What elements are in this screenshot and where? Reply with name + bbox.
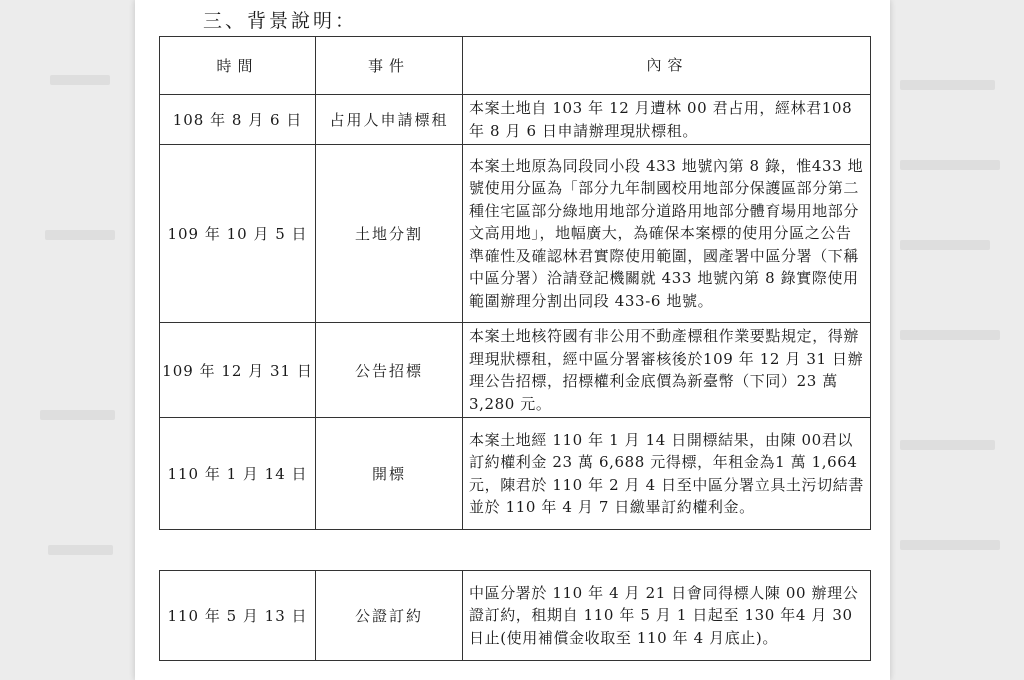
row-event: 開標 [316,418,463,530]
row-time: 110 年 1 月 14 日 [160,418,316,530]
table-row [160,323,871,418]
table-row [160,95,871,145]
blurred-text [48,545,113,555]
table-header-row [160,37,871,95]
background-right-blurred-page [890,0,1024,680]
table-row [160,418,871,530]
section-title: 三、背景說明： [203,10,358,32]
document-page [135,0,890,680]
row-content: 本案土地原為同段同小段 433 地號內第 8 錄，惟433 地號使用分區為「部分九年制國校用地部分保護區部分第二種住宅區部分綠地用地部分道路用地部分體育場用地部分文高用地」，地幅廣大，為確保本案標的使用分區之公告準確性及確認林君實際使用範圍，國產署中區分署（下稱中區分署）洽請登記機關就 433 地號內第 8 錄實際使用範圍辦理分割出同段 433-6 地號。 [463,145,871,323]
row-event: 土地分割 [316,145,463,323]
row-time: 109 年 10 月 5 日 [160,145,316,323]
background-table [159,36,871,530]
blurred-text [900,80,995,90]
row-time: 108 年 8 月 6 日 [160,95,316,145]
row-event: 占用人申請標租 [316,95,463,145]
row-time: 109 年 12 月 31 日 [160,323,316,418]
row-content: 本案土地自 103 年 12 月遭林 00 君占用，經林君108 年 8 月 6 日申請辦理現狀標租。 [463,95,871,145]
row-event: 公證訂約 [316,571,463,661]
background-left-blurred-page [0,0,135,680]
blurred-text [900,240,990,250]
blurred-text [900,440,995,450]
blurred-text [40,410,115,420]
header-event: 事件 [316,37,463,95]
row-content: 本案土地核符國有非公用不動產標租作業要點規定，得辦理現狀標租，經中區分署審核後於109 年 12 月 31 日辦理公告招標，招標權利金底價為新臺幣（下同）23 萬 3,280 元。 [463,323,871,418]
table-row [160,145,871,323]
header-time: 時間 [160,37,316,95]
header-content: 內容 [463,37,871,95]
table-row [160,571,871,661]
row-event: 公告招標 [316,323,463,418]
blurred-text [900,540,1000,550]
background-table-continued [159,570,871,661]
row-content: 本案土地經 110 年 1 月 14 日開標結果，由陳 00君以訂約權利金 23 萬 6,688 元得標，年租金為1 萬 1,664 元，陳君於 110 年 2 月 4 日至中區分署立具土污切結書並於 110 年 4 月 7 日繳畢訂約權利金。 [463,418,871,530]
row-content: 中區分署於 110 年 4 月 21 日會同得標人陳 00 辦理公證訂約，租期自 110 年 5 月 1 日起至 130 年4 月 30 日止(使用補償金收取至 110 年 4 月底止)。 [463,571,871,661]
blurred-text [45,230,115,240]
blurred-text [900,160,1000,170]
row-time: 110 年 5 月 13 日 [160,571,316,661]
blurred-text [50,75,110,85]
blurred-text [900,330,1000,340]
